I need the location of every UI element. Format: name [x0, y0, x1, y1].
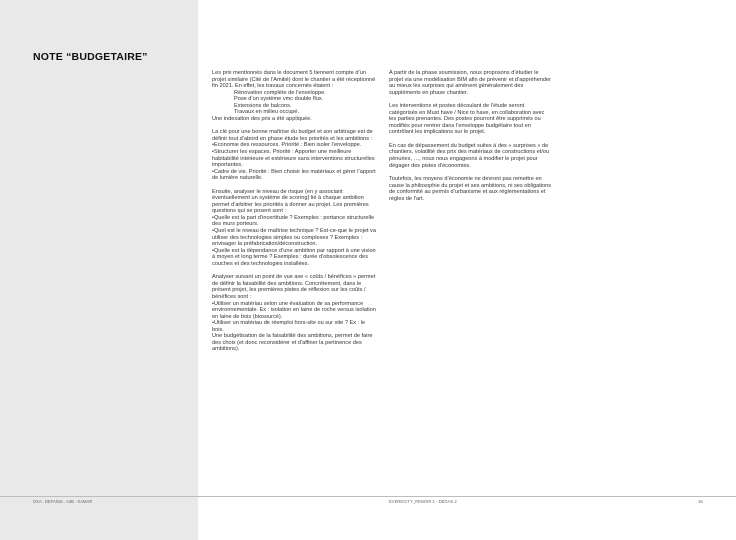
text-column-left [212, 70, 377, 360]
paragraph-bim: A partir de la phase soumission, nous proposons d’étudier le projet via une modélisation BIM afin de prévenir et d’appréhender au mieux les surprises qui amènent généralement des suppléments en phase chantier. [389, 70, 552, 96]
footer-divider [0, 496, 736, 497]
paragraph-text: Une budgétisation de la faisabilité des ambitions, permet de faire des choix (et donc reconsidérer et d’affiner la pertinence des ambitions). [212, 333, 373, 353]
bullet-item: •Utiliser un matériau selon une évaluation de sa performance environnementale. Ex : isolation en laine de roche versus isolation en laine de bois (biosourcé). [212, 300, 376, 320]
list-item: Rénovation complète de l’enveloppe. [234, 89, 326, 96]
page-title: NOTE “BUDGETAIRE” [33, 51, 148, 63]
paragraph-cost-benefit [212, 274, 377, 353]
paragraph-must-have: Les interventions et postes découlant de l’étude seront catégorisés en Must have / Nice to have, en collaboration avec les parties prenantes. Des postes pourront être supprimés ou modifiés pour rentrer dans l’enveloppe budgétaire tout en contrôlant les implications sur le projet. [389, 103, 545, 136]
sidebar-panel [0, 0, 198, 540]
footer-project: EVERECITY_RENOIR 1 - DEGAS 2 [389, 499, 457, 504]
paragraph-priorities [212, 129, 377, 181]
paragraph-text: Ensuite, analyser le niveau de risque (en y associant éventuellement un système de scoring) lié à chaque ambition permet d’arbitrer les priorités à donner au projet. Les premières questions qui se posent sont : [212, 188, 369, 215]
list-item: Pose d’un système vmc double flux. [234, 96, 324, 103]
footer-authors: DXA . DEFAINS . A2B . KAMAR [33, 499, 93, 504]
bullet-item: •Quel est le niveau de maîtrise technique ? Est-ce-que le projet va utiliser des technologies simples ou complexes ? Exemples : envisager la préfabrication/déconstruction. [212, 228, 376, 248]
bullet-item: •Economie des ressources. Priorité : Bien isoler l’enveloppe. [212, 142, 362, 149]
page-number: 15 [698, 499, 703, 504]
bullet-item: •Quelle est la part d’incertitude ? Exemples : portance structurelle des murs porteurs. [212, 214, 375, 228]
paragraph-project-reference [212, 70, 377, 122]
bullet-item: •Structurer les espaces. Priorité : Apporter une meilleure habitabilité intérieure et extérieure sans interventions structurelles importantes. [212, 149, 375, 169]
text-column-right [389, 70, 553, 209]
bullet-item: •Quelle est la dépendance d’une ambition par rapport à une vision à moyen et long terme ? Exemples : durée d’obsolescence des couches et des technologies installées. [212, 247, 376, 267]
bullet-item: •Cadre de vie. Priorité : Bien choisir les matériaux et gérer l’apport de lumière naturelle. [212, 168, 376, 182]
paragraph-text: Analyser suivant un point de vue axe « coûts / bénéfices » permet de définir la faisabilité des ambitions. Concrètement, dans le présent projet, les premières pistes de réflexion sur les coûts / bénéfices sont : [212, 274, 376, 300]
paragraph-text: Une indexation des prix a été appliquée. [212, 115, 312, 122]
paragraph-text: La clé pour une bonne maîtrise du budget et son arbitrage est de définir tout d’abord en phase étude les priorités et les ambitions : [212, 129, 373, 142]
paragraph-text: Les prix mentionnés dans le document 5 tiennent compte d’un projet similaire (Cité de l’Amitié) dont le chantier a été réceptionné fin 2021. En effet, les travaux concernés étaient : [212, 70, 376, 90]
list-item: Travaux en milieu occupé. [234, 109, 300, 116]
paragraph-risk-analysis [212, 189, 377, 268]
paragraph-savings: Toutefois, les moyens d’économie ne devront pas remettre en cause la philosophie du projet et ses ambitions, ni ses obligations de conformité au permis d’urbanisme et aux réglementations et règles de l’art. [389, 176, 552, 202]
bullet-item: •Utiliser un matériau de réemploi hors-site ou sur site ? Ex : le bois. [212, 320, 366, 333]
list-item: Extensions de balcons. [234, 102, 292, 109]
paragraph-budget-overrun: En cas de dépassement du budget suites à des « surprises » de chantiers, volatilité des prix des matériaux de constructions et/ou pénuries, …, nous nous engageons à modifier le projet pour dégager des pistes d’économies. [389, 142, 550, 169]
